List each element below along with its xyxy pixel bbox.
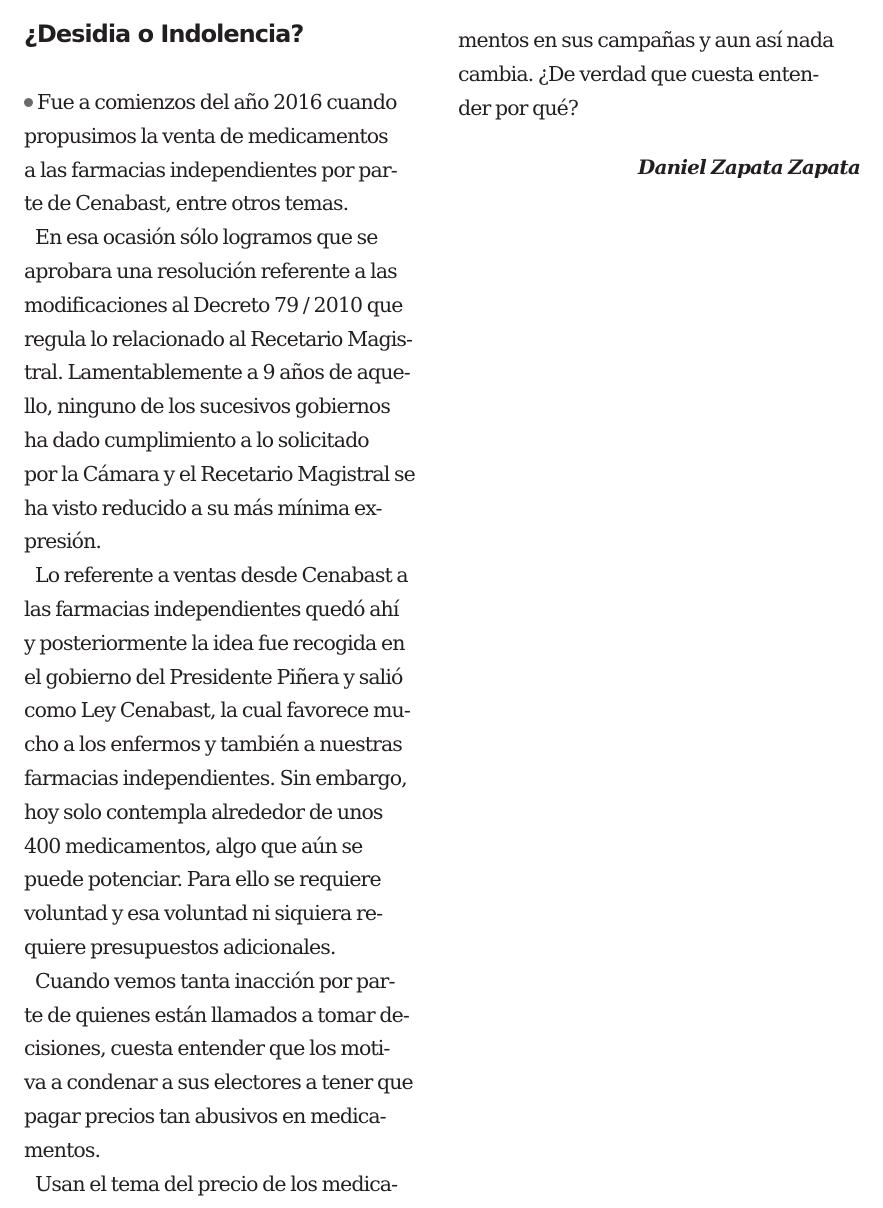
- bullet-dot-icon: [24, 98, 33, 107]
- paragraph-line: Cuando vemos tanta inacción por par-: [35, 968, 395, 993]
- line-text: Fue a comienzos del año 2016 cuando: [37, 90, 397, 114]
- paragraph-4: [24, 965, 415, 1168]
- paragraph-3: [24, 559, 415, 965]
- paragraph-line: las farmacias independientes quedó ahí: [24, 596, 399, 621]
- paragraph-line: presión.: [24, 529, 101, 554]
- article-title: ¿Desidia o Indolencia?: [24, 20, 304, 48]
- paragraph-5: [24, 1168, 415, 1202]
- paragraph-5-continued: [458, 24, 833, 125]
- paragraph-line: regula lo relacionado al Recetario Magis-: [24, 326, 413, 351]
- paragraph-line: voluntad y esa voluntad ni siquiera re-: [24, 901, 383, 926]
- paragraph-1: [24, 86, 415, 221]
- paragraph-line: ha visto reducido a su más mínima ex-: [24, 495, 382, 520]
- paragraph-line: mentos en sus campañas y aun así nada: [458, 28, 834, 52]
- paragraph-line: pagar precios tan abusivos en medica-: [24, 1103, 386, 1128]
- paragraph-line: y posteriormente la idea fue recogida en: [24, 630, 405, 655]
- paragraph-line: puede potenciar. Para ello se requiere: [24, 867, 381, 892]
- paragraph-line: farmacias independientes. Sin embargo,: [24, 765, 407, 790]
- paragraph-line: por la Cámara y el Recetario Magistral se: [24, 461, 415, 486]
- paragraph-line: llo, ninguno de los sucesivos gobiernos: [24, 394, 390, 419]
- paragraph-line: a las farmacias independientes por par-: [24, 157, 397, 182]
- paragraph-line: como Ley Cenabast, la cual favorece mu-: [24, 698, 410, 723]
- paragraph-line: En esa ocasión sólo logramos que se: [35, 225, 378, 250]
- paragraph-line: va a condenar a sus electores a tener que: [24, 1070, 413, 1095]
- paragraph-line: Usan el tema del precio de los medica-: [35, 1171, 398, 1196]
- paragraph-line: quiere presupuestos adicionales.: [24, 934, 336, 959]
- paragraph-line: cisiones, cuesta entender que los moti-: [24, 1036, 390, 1061]
- paragraph-line: cho a los enfermos y también a nuestras: [24, 732, 402, 757]
- paragraph-line: te de Cenabast, entre otros temas.: [24, 191, 349, 216]
- paragraph-line: 400 medicamentos, algo que aún se: [24, 833, 363, 858]
- paragraph-line: el gobierno del Presidente Piñera y salió: [24, 664, 403, 689]
- paragraph-line: hoy solo contempla alrededor de unos: [24, 799, 383, 824]
- paragraph-2: [24, 221, 415, 559]
- article-body: [24, 86, 415, 1201]
- paragraph-line: propusimos la venta de medicamentos: [24, 123, 388, 148]
- paragraph-line: aprobara una resolución referente a las: [24, 258, 397, 283]
- paragraph-line: cambia. ¿De verdad que cuesta enten-: [458, 61, 819, 86]
- author-signature: Daniel Zapata Zapata: [637, 155, 860, 179]
- paragraph-line: ha dado cumplimiento a lo solicitado: [24, 427, 369, 452]
- paragraph-line: mentos.: [24, 1137, 101, 1162]
- paragraph-line: Lo referente a ventas desde Cenabast a: [35, 563, 408, 588]
- paragraph-line: modificaciones al Decreto 79 / 2010 que: [24, 292, 403, 317]
- paragraph-line: te de quienes están llamados a tomar de-: [24, 1002, 409, 1027]
- paragraph-line: tral. Lamentablemente a 9 años de aque-: [24, 360, 410, 385]
- paragraph-line: [24, 86, 415, 120]
- paragraph-line: der por qué?: [458, 95, 578, 120]
